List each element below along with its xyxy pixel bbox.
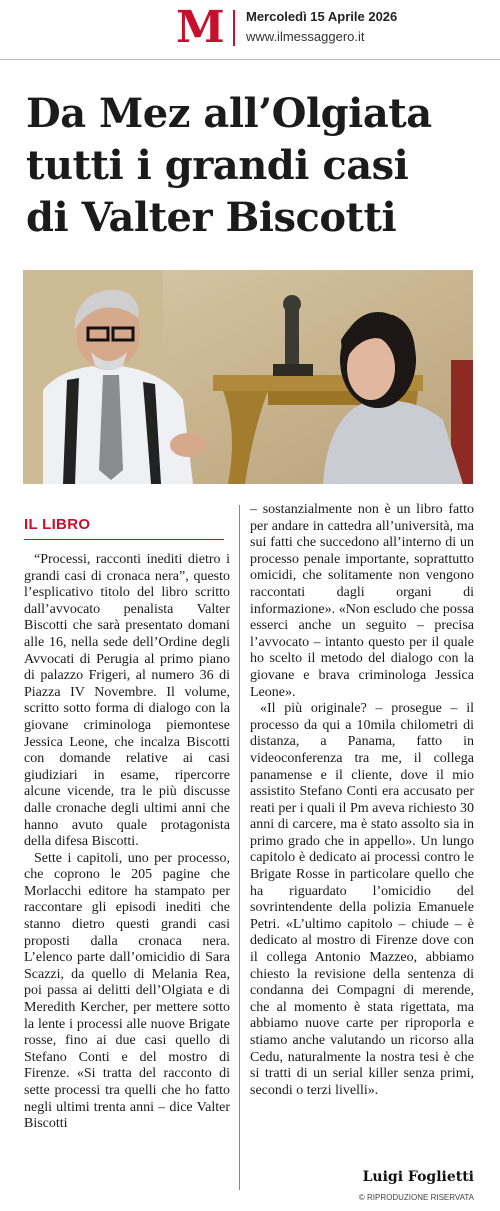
paragraph: – sostanzialmente non è un libro fatto per andare in cattedra all’università, ma sui fatti che succedono all’interno di un processo penale importante, soprattutto omicidi, che solitamente non vengono raccontati dagli organi di informazione». «Non escludo che possa esserci anche un seguito – precisa l’avvocato – intanto questo per il quale ho scelto il metodo del dialogo con la giovane e brava criminologa Jessica Leone».	[250, 502, 474, 700]
kicker-rule	[24, 539, 224, 540]
header-divider	[233, 10, 235, 46]
section-kicker: IL LIBRO	[24, 516, 91, 533]
author-byline: Luigi Foglietti	[362, 1169, 474, 1185]
newspaper-logo: M	[176, 2, 223, 53]
article-column-2	[250, 502, 474, 1099]
header-rule	[0, 59, 500, 60]
photo-illustration	[23, 270, 473, 484]
masthead	[0, 0, 500, 58]
headline-line-2: tutti i grandi casi	[26, 142, 409, 189]
column-divider	[239, 505, 240, 1190]
publication-date: Mercoledì 15 Aprile 2026	[246, 9, 398, 24]
paragraph: «Il più originale? – prosegue – il processo da qui a 10mila chilometri di distanza, a Panama, fatto in videoconferenza tra me, il collega panamense e il cliente, dove il mio assistito Stefano Conti era accusato per reati per i quali il Pm aveva richiesto 30 anni di carcere, ma è stato assolto sia in primo grado che in appello». Un lungo capitolo è dedicato ai processi contro le Brigate Rosse in particolare quello che ha riguardato l’omicidio del sovrintendente della polizia Emanuele Petri. «L’ultimo capitolo – chiude – è dedicato al mostro di Firenze dove con il collega Antonio Mazzeo, abbiamo chiesto la revisione della sentenza di condanna dei Compagni di merende, che al momento è stata rigettata, ma abbiamo nuove carte per riproporla e stiamo anche valutando un ricorso alla Cedu, naturalmente la nostra tesi è che si tratti di un serial killer senza primi, secondi o terzi livelli».	[250, 701, 474, 1098]
headline-line-3: di Valter Biscotti	[26, 194, 397, 241]
paragraph: Sette i capitoli, uno per processo, che coprono le 205 pagine che Morlacchi editore ha stampato per raccontare gli episodi inediti che stanno dietro questi grandi casi proposti dalla cronaca nera. L’elenco parte dall’omicidio di Sara Scazzi, da quello di Melania Rea, poi passa ai delitti dell’Olgiata e di Meredith Kercher, per mettere sotto la lente i processi alle nuove Brigate rosse, fino ai due casi quello di Stefano Conti e del mostro di Firenze. «Si tratta del racconto di sette processi tra quelli che ho fatto negli ultimi trenta anni – dice Valter Biscotti	[24, 850, 230, 1132]
article-photo	[23, 270, 473, 484]
paragraph: “Processi, racconti inediti dietro i grandi casi di cronaca nera”, questo l’esplicativo titolo del libro scritto dall’avvocato penalista Valter Biscotti che sarà presentato domani alle 16, nella sede dell’Ordine degli Avvocati di Perugia al primo piano di palazzo Frigeri, al numero 36 di Piazza IV Novembre. Il volume, scritto sotto forma di dialogo con la giovane criminologa piemontese Jessica Leone, che incalza Biscotti con domande relative ai casi giudiziari in esame, ripercorre alcune vicende, tra le più discusse dalle cronache degli ultimi anni che hanno avuto quale protagonista della difesa Biscotti.	[24, 552, 230, 850]
headline	[26, 88, 486, 244]
headline-line-1: Da Mez all’Olgiata	[26, 90, 432, 137]
copyright-notice: © RIPRODUZIONE RISERVATA	[358, 1193, 474, 1202]
website-link[interactable]: www.ilmessaggero.it	[246, 29, 365, 44]
article-column-1	[24, 552, 230, 1133]
